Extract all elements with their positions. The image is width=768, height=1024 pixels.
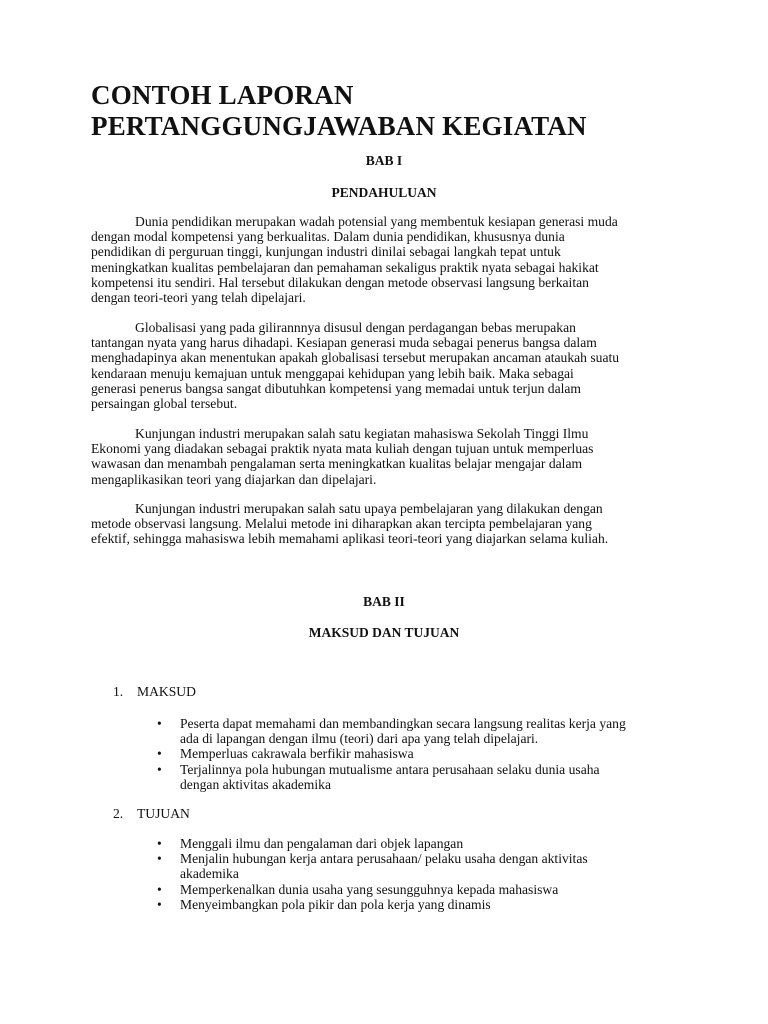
paragraph-line: tantangan nyata yang harus dihadapi. Kesiapan generasi muda sebagai penerus bangsa dalam xyxy=(91,335,597,351)
paragraph xyxy=(91,320,683,411)
paragraph xyxy=(91,501,683,547)
list-heading-tujuan xyxy=(113,806,190,822)
paragraph-line: generasi penerus bangsa sangat dibutuhkan kompetensi yang memadai untuk terjun dalam xyxy=(91,380,581,396)
list-item xyxy=(157,836,697,851)
paragraph-line: Globalisasi yang pada gilirannnya disusul dengan perdagangan bebas merupakan xyxy=(135,320,576,335)
bullet-icon: • xyxy=(157,851,162,867)
paragraph-line: dengan teori-teori yang telah dipelajari. xyxy=(91,290,306,306)
paragraph-line: wawasan dan menambah pengalaman serta meningkatkan kualitas belajar mengajar dalam xyxy=(91,456,583,472)
chapter-heading: MAKSUD DAN TUJUAN xyxy=(308,625,460,640)
bullet-icon: • xyxy=(157,761,162,777)
paragraph-line: persaingan global tersebut. xyxy=(91,396,238,412)
chapter-label: BAB II xyxy=(363,594,405,609)
bullet-icon: • xyxy=(157,746,162,762)
list-item-line: akademika xyxy=(180,866,239,882)
list-item-line: Peserta dapat memahami dan membandingkan secara langsung realitas kerja yang xyxy=(180,716,626,731)
bullet-icon: • xyxy=(157,716,162,731)
paragraph-line: pendidikan di perguruan tinggi, kunjungan industri dinilai sebagai langkah tepat untuk xyxy=(91,244,561,260)
paragraph xyxy=(91,426,683,487)
paragraph-line: kendaraan menuju kemajuan untuk menggapai kehidupan yang lebih baik. Maka sebagai xyxy=(91,365,574,381)
list-number: 2. xyxy=(113,806,124,821)
list-item xyxy=(157,897,697,912)
paragraph-line: menghadapinya akan menentukan apakah globalisasi tersebut merupakan ancaman ataukah suatu xyxy=(91,350,620,366)
bullet-icon: • xyxy=(157,836,162,851)
list-item xyxy=(157,746,697,761)
list-item xyxy=(157,716,697,746)
list-item-line: Menyeimbangkan pola pikir dan pola kerja yang dinamis xyxy=(180,896,491,912)
paragraph-line: Kunjungan industri merupakan salah satu kegiatan mahasiswa Sekolah Tinggi Ilmu xyxy=(135,426,589,441)
paragraph-line: dengan modal kompetensi yang berkualitas. Dalam dunia pendidikan, khususnya dunia xyxy=(91,229,565,245)
list-item-line: Memperkenalkan dunia usaha yang sesungguhnya kepada mahasiswa xyxy=(180,881,559,897)
paragraph xyxy=(91,214,683,305)
list-heading-label: MAKSUD xyxy=(137,684,196,699)
chapter-heading: PENDAHULUAN xyxy=(331,185,437,200)
paragraph-line: meningkatkan kualitas pembelajaran dan pemahaman sekaligus praktik nyata sebagai hakikat xyxy=(91,259,599,275)
list-number: 1. xyxy=(113,684,124,699)
list-item-line: Menjalin hubungan kerja antara perusahaan/ pelaku usaha dengan aktivitas xyxy=(180,851,588,867)
list-item xyxy=(157,882,697,897)
list-item-line: dengan aktivitas akademika xyxy=(180,776,331,792)
paragraph-line: mengaplikasikan teori yang diajarkan dan dipelajari. xyxy=(91,471,377,487)
maksud-bullet-list xyxy=(157,716,697,792)
title-line: CONTOH LAPORAN xyxy=(91,80,354,110)
list-heading-maksud xyxy=(113,684,196,700)
list-heading-label: TUJUAN xyxy=(137,806,190,821)
document-title xyxy=(91,80,711,142)
list-item-line: Memperluas cakrawala berfikir mahasiswa xyxy=(180,746,414,762)
title-line: PERTANGGUNGJAWABAN KEGIATAN xyxy=(91,111,587,141)
chapter-label: BAB I xyxy=(365,153,403,168)
paragraph-line: efektif, sehingga mahasiswa lebih memahami aplikasi teori-teori yang diajarkan selama kuliah. xyxy=(91,531,609,547)
bullet-icon: • xyxy=(157,896,162,912)
paragraph-line: Dunia pendidikan merupakan wadah potensial yang membentuk kesiapan generasi muda xyxy=(135,214,618,229)
bullet-icon: • xyxy=(157,881,162,897)
paragraph-line: metode observasi langsung. Melalui metode ini diharapkan akan tercipta pembelajaran yang xyxy=(91,516,592,532)
tujuan-bullet-list xyxy=(157,836,697,912)
paragraph-line: kompetensi itu sendiri. Hal tersebut dilakukan dengan metode observasi langsung berkaitan xyxy=(91,274,589,290)
list-item-line: ada di lapangan dengan ilmu (teori) dari apa yang telah dipelajari. xyxy=(180,731,539,747)
list-item-line: Menggali ilmu dan pengalaman dari objek lapangan xyxy=(180,836,464,851)
paragraph-line: Ekonomi yang diadakan sebagai praktik nyata mata kuliah dengan tujuan untuk memperluas xyxy=(91,441,594,457)
list-item xyxy=(157,851,697,881)
list-item-line: Terjalinnya pola hubungan mutualisme antara perusahaan selaku dunia usaha xyxy=(180,761,600,777)
paragraph-line: Kunjungan industri merupakan salah satu upaya pembelajaran yang dilakukan dengan xyxy=(135,501,603,516)
list-item xyxy=(157,762,697,792)
